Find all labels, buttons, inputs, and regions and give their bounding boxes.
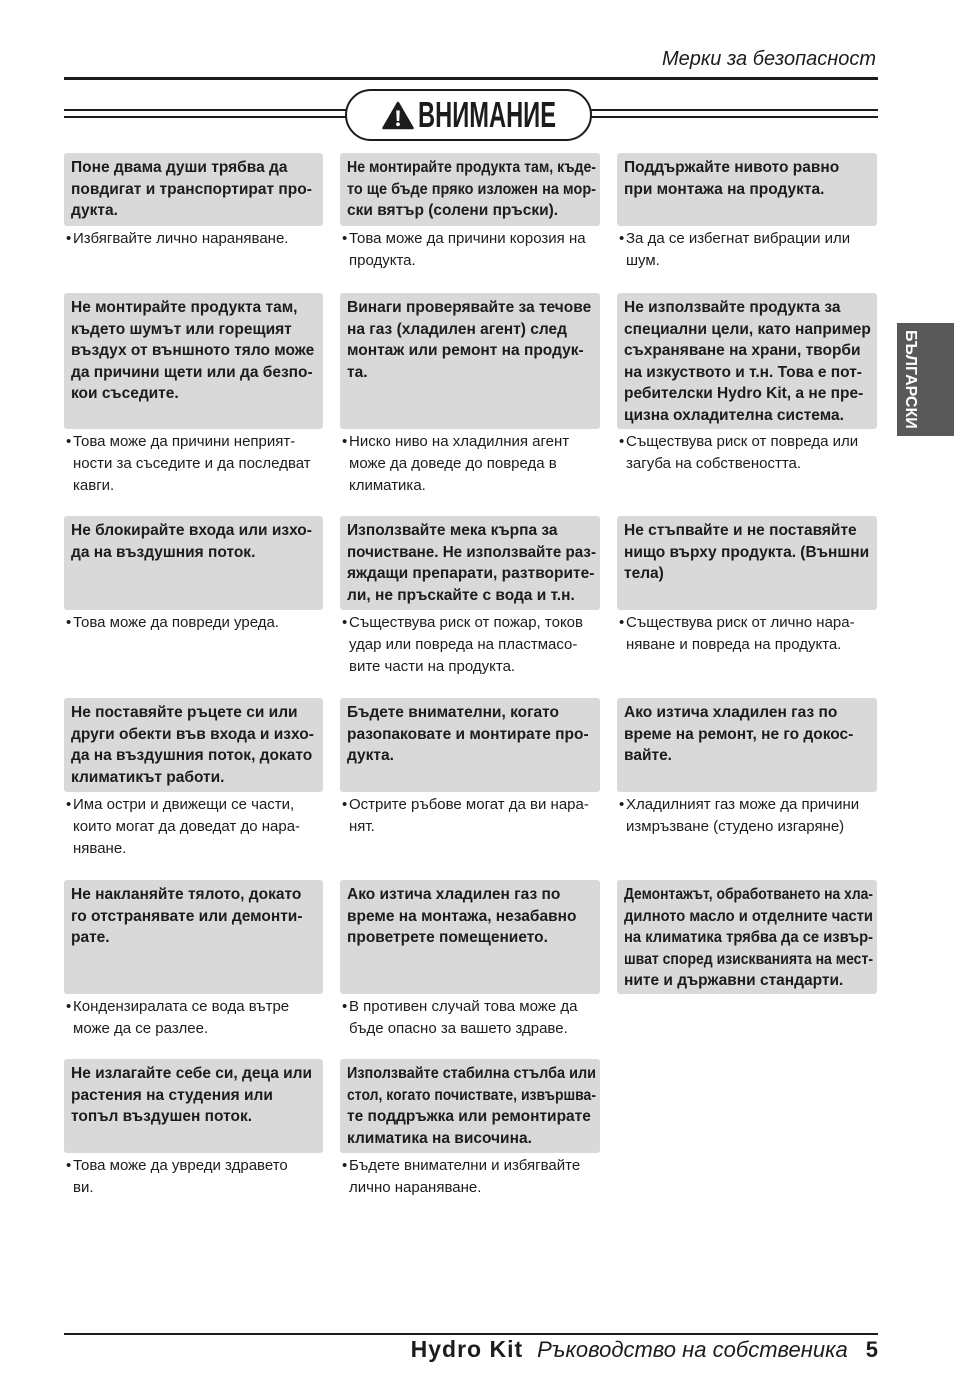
- caution-heading: [617, 698, 877, 792]
- caution-note: [617, 794, 877, 838]
- caution-note: [340, 996, 600, 1040]
- caution-item: [64, 293, 323, 497]
- bullet-marker: •: [619, 433, 625, 450]
- footer-manual-title: Ръководство на собственика: [537, 1337, 848, 1362]
- caution-heading-line: въздух от външното тяло може: [71, 342, 315, 359]
- caution-note-line: Кондензиралата се вода вътре: [73, 998, 290, 1015]
- caution-note: [64, 1155, 323, 1199]
- bullet-marker: •: [342, 796, 348, 813]
- caution-heading-line: Не използвайте продукта за: [624, 299, 841, 316]
- caution-heading-line: Винаги проверявайте за течове: [347, 299, 592, 316]
- caution-heading-line: тела): [624, 565, 664, 582]
- caution-note-line: може да се разлее.: [73, 1020, 209, 1037]
- caution-heading-line: повдигат и транспортират про-: [71, 180, 312, 198]
- caution-note-line: За да се избегнат вибрации или: [626, 230, 851, 247]
- caution-heading-line: почистване. Не използвайте раз-: [347, 543, 597, 561]
- caution-item: [64, 1059, 323, 1199]
- caution-item: [340, 293, 600, 497]
- caution-heading-line: дукта.: [71, 202, 118, 219]
- caution-heading-line: ните и държавни стандарти.: [624, 972, 844, 989]
- caution-heading: [340, 516, 600, 610]
- bullet-marker: •: [342, 230, 348, 247]
- caution-heading-line: Използвайте стабилна стълба или: [347, 1065, 596, 1082]
- caution-heading: [64, 153, 323, 226]
- caution-note: [64, 228, 323, 250]
- caution-heading-line: проветрете помещението.: [347, 929, 548, 946]
- bullet-marker: •: [619, 796, 625, 813]
- caution-item: [617, 516, 877, 656]
- caution-heading: [617, 516, 877, 610]
- caution-heading-line: дукта.: [347, 747, 394, 764]
- caution-note: [617, 612, 877, 656]
- caution-heading-line: монтаж или ремонт на продук-: [347, 342, 584, 359]
- caution-item: [64, 153, 323, 250]
- page-number: 5: [865, 1337, 878, 1362]
- caution-title: ВНИМАНИЕ: [417, 94, 556, 135]
- caution-heading-line: кои съседите.: [71, 385, 179, 402]
- caution-note-line: Бъдете внимателни и избягвайте: [349, 1157, 581, 1174]
- caution-item: [340, 153, 600, 272]
- bullet-marker: •: [342, 1157, 348, 1174]
- bullet-marker: •: [619, 230, 625, 247]
- caution-item: [64, 698, 323, 860]
- caution-heading: [64, 880, 323, 994]
- caution-note: [64, 996, 323, 1040]
- bullet-marker: •: [66, 614, 72, 631]
- caution-heading-line: да на въздушния поток, докато: [71, 747, 313, 764]
- caution-item: [340, 1059, 600, 1199]
- caution-heading-line: цизна охладителна система.: [624, 406, 844, 424]
- caution-heading: [340, 1059, 600, 1153]
- caution-heading-line: на газ (хладилен агент) след: [347, 320, 567, 338]
- caution-heading-line: Ако изтича хладилен газ по: [347, 886, 561, 903]
- caution-note: [340, 228, 600, 272]
- caution-note-line: Съществува риск от повреда или: [626, 433, 859, 450]
- caution-heading-line: Не монтирайте продукта там, къде-: [347, 159, 597, 176]
- caution-heading-line: други обекти във входа и изхо-: [71, 725, 314, 743]
- caution-note: [64, 794, 323, 860]
- caution-heading: [617, 293, 877, 429]
- caution-heading-line: го отстранявате или демонти-: [71, 907, 303, 925]
- caution-heading: [64, 698, 323, 792]
- caution-heading-line: съхраняване на храни, творби: [624, 342, 861, 359]
- caution-item: [617, 153, 877, 272]
- caution-heading: [64, 293, 323, 429]
- caution-heading-line: разопаковате и монтирате про-: [347, 725, 589, 743]
- caution-note-line: шум.: [626, 252, 660, 269]
- caution-note-line: Острите ръбове могат да ви нара-: [349, 796, 589, 813]
- caution-note-line: кавги.: [73, 477, 115, 494]
- caution-note-line: измръзване (студено изгаряне): [626, 818, 845, 835]
- bullet-marker: •: [66, 796, 72, 813]
- caution-item: [340, 698, 600, 838]
- page-footer: [411, 1336, 878, 1362]
- caution-heading-line: Поддържайте нивото равно: [624, 159, 840, 176]
- bullet-marker: •: [66, 230, 72, 247]
- caution-heading-line: дилното масло и отделните части: [624, 907, 873, 925]
- bullet-marker: •: [66, 998, 72, 1015]
- caution-heading-line: Не блокирайте входа или изхо-: [71, 522, 312, 539]
- caution-note-line: нят.: [349, 818, 375, 835]
- caution-note: [340, 1155, 600, 1199]
- caution-item: [340, 516, 600, 678]
- caution-note-line: загуба на собствеността.: [626, 455, 802, 472]
- caution-heading-line: то ще бъде пряко изложен на мор-: [347, 180, 597, 198]
- footer-product-name: Hydro Kit: [410, 1336, 524, 1362]
- caution-heading-line: ски вятър (солени пръски).: [347, 202, 559, 219]
- caution-heading-line: Ако изтича хладилен газ по: [624, 704, 838, 721]
- caution-note-line: Това може да причини корозия на: [349, 230, 586, 247]
- bullet-marker: •: [619, 614, 625, 631]
- caution-heading-line: на изкуството и т.н. Това е пот-: [624, 363, 862, 381]
- caution-heading-line: Не излагайте себе си, деца или: [71, 1065, 313, 1082]
- caution-heading-line: те поддръжка или ремонтирате: [347, 1108, 591, 1125]
- caution-note: [340, 431, 600, 497]
- caution-item: [617, 698, 877, 838]
- caution-heading: [64, 516, 323, 610]
- caution-heading-line: Не поставяйте ръцете си или: [71, 704, 298, 721]
- bullet-marker: •: [342, 433, 348, 450]
- caution-heading-line: растения на студения или: [71, 1086, 273, 1104]
- caution-note: [340, 794, 600, 838]
- caution-note: [64, 431, 323, 497]
- caution-note-line: Това може да увреди здравето: [73, 1157, 288, 1174]
- section-title: Мерки за безопасност: [661, 48, 876, 70]
- caution-item: [340, 880, 600, 1040]
- caution-note-line: Хладилният газ може да причини: [626, 796, 860, 813]
- caution-item: [617, 293, 877, 475]
- caution-heading-line: шват според изискванията на мест-: [624, 950, 873, 968]
- bullet-marker: •: [66, 433, 72, 450]
- caution-heading: [340, 293, 600, 429]
- caution-note-line: Това може да причини неприят-: [73, 433, 296, 450]
- caution-heading-line: Демонтажът, обработването на хла-: [624, 886, 873, 903]
- caution-heading-line: нищо върху продукта. (Външни: [624, 543, 870, 561]
- caution-note-line: В противен случай това може да: [349, 998, 578, 1015]
- bullet-marker: •: [66, 1157, 72, 1174]
- caution-item: [617, 880, 877, 994]
- caution-heading-line: Използвайте мека кърпа за: [347, 522, 558, 539]
- caution-heading-line: Не стъпвайте и не поставяйте: [624, 522, 857, 539]
- caution-heading-line: климатика на височина.: [347, 1129, 532, 1147]
- caution-heading-line: специални цели, като например: [624, 320, 871, 338]
- caution-note-line: няване и повреда на продукта.: [626, 636, 842, 653]
- caution-heading: [617, 153, 877, 226]
- caution-heading: [340, 153, 600, 226]
- caution-note-line: може да доведе до повреда в: [349, 455, 557, 472]
- caution-note-line: Има остри и движещи се части,: [73, 796, 295, 813]
- caution-heading-line: време на ремонт, не го докос-: [624, 725, 854, 743]
- caution-note-line: Съществува риск от пожар, токов: [349, 614, 583, 631]
- caution-heading-line: топъл въздушен поток.: [71, 1108, 253, 1125]
- caution-note-line: ности за съседите и да последват: [73, 455, 311, 472]
- caution-note-line: Ниско ниво на хладилния агент: [349, 433, 570, 450]
- caution-heading-line: Не монтирайте продукта там,: [71, 299, 298, 316]
- caution-heading-line: Поне двама души трябва да: [71, 159, 288, 176]
- caution-note-line: които могат да доведат до нара-: [73, 818, 301, 835]
- caution-note-line: Това може да повреди уреда.: [73, 614, 279, 631]
- caution-note-line: удар или повреда на пластмасо-: [349, 636, 578, 653]
- caution-heading-line: климатикът работи.: [71, 768, 225, 786]
- caution-heading-line: вайте.: [624, 747, 672, 764]
- footer-rule: [64, 1333, 878, 1335]
- caution-note-line: ви.: [73, 1179, 94, 1196]
- bullet-marker: •: [342, 614, 348, 631]
- caution-heading-line: стол, когато почиствате, извършва-: [347, 1086, 597, 1104]
- caution-heading-line: където шумът или горещият: [71, 320, 292, 338]
- caution-note-line: климатика.: [349, 477, 426, 494]
- caution-note: [64, 612, 323, 634]
- caution-item: [64, 880, 323, 1040]
- caution-note-line: няване.: [73, 840, 127, 857]
- caution-heading: [340, 698, 600, 792]
- caution-heading-line: рате.: [71, 929, 110, 946]
- caution-heading-line: на климатика трябва да се извър-: [624, 929, 874, 946]
- caution-heading-line: ли, не пръскайте с вода и т.н.: [347, 586, 575, 604]
- caution-note: [340, 612, 600, 678]
- caution-heading: [340, 880, 600, 994]
- language-tab-label: БЪЛГАРСКИ: [902, 330, 919, 429]
- caution-heading-line: яждащи препарати, разтворите-: [347, 565, 595, 582]
- caution-note-line: бъде опасно за вашето здраве.: [349, 1020, 568, 1037]
- caution-heading: [64, 1059, 323, 1153]
- caution-heading: [617, 880, 877, 994]
- caution-note-line: лично нараняване.: [349, 1179, 482, 1196]
- caution-item: [64, 516, 323, 634]
- caution-note-line: вите части на продукта.: [349, 658, 516, 675]
- caution-heading-line: ребителски Hydro Kit, а не пре-: [624, 385, 864, 402]
- caution-heading-line: при монтажа на продукта.: [624, 180, 825, 198]
- bullet-marker: •: [342, 998, 348, 1015]
- caution-heading-line: време на монтажа, незабавно: [347, 907, 577, 925]
- caution-heading-line: да на въздушния поток.: [71, 543, 256, 561]
- caution-note-line: продукта.: [349, 252, 416, 269]
- caution-heading-line: Не накланяйте тялото, докато: [71, 886, 302, 903]
- caution-heading-line: та.: [347, 363, 368, 381]
- caution-note-line: Избягвайте лично нараняване.: [73, 230, 289, 247]
- caution-note: [617, 431, 877, 475]
- caution-heading-line: да причини щети или да безпо-: [71, 363, 313, 381]
- caution-note: [617, 228, 877, 272]
- caution-note-line: Съществува риск от лично нара-: [626, 614, 855, 631]
- caution-heading-line: Бъдете внимателни, когато: [347, 704, 560, 721]
